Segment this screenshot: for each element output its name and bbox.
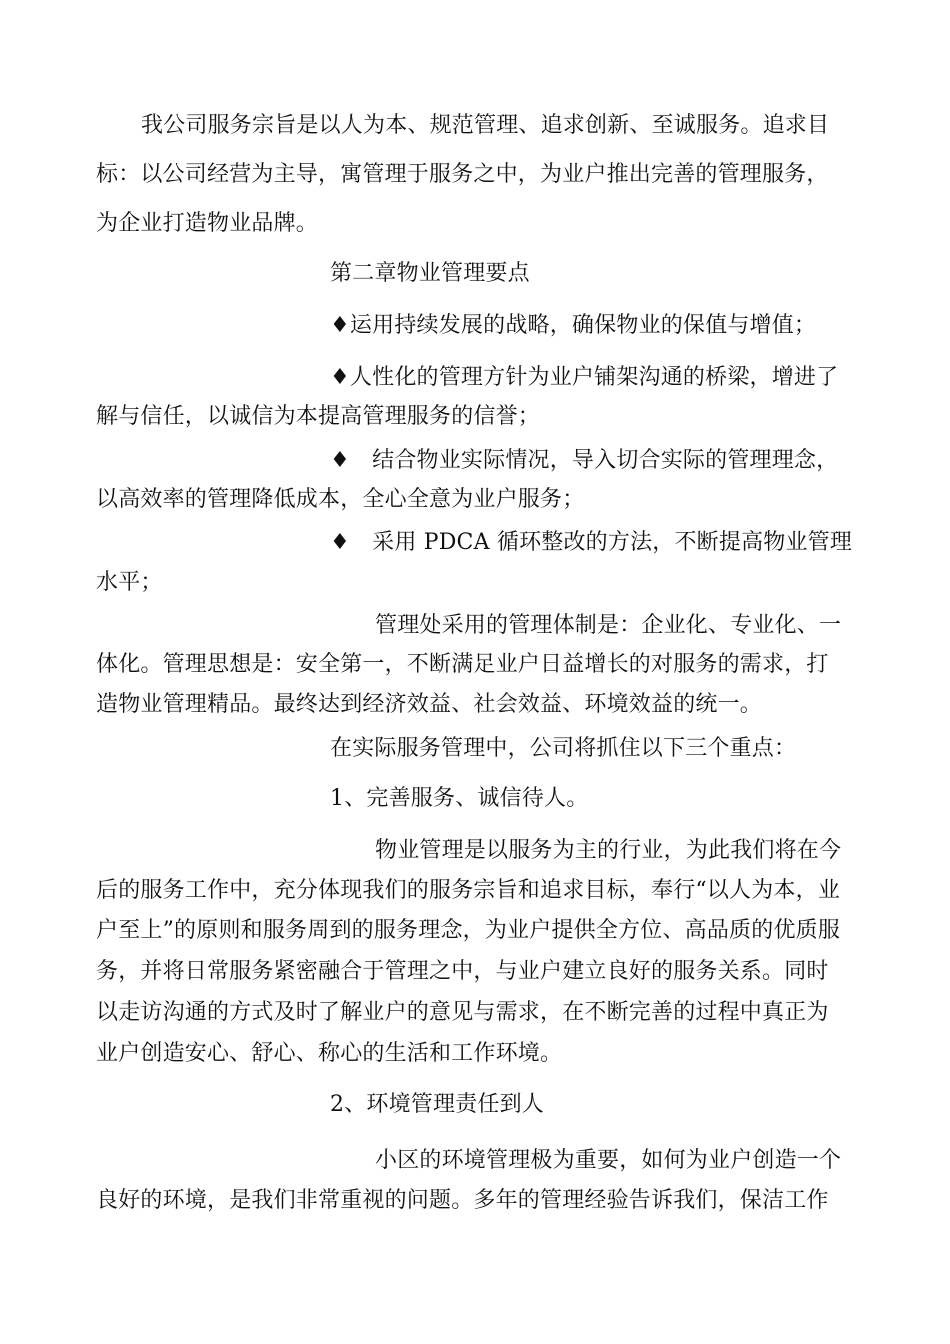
text-line: 水平； <box>96 570 163 595</box>
text-line: 后的服务工作中，充分体现我们的服务宗旨和追求目标，奉行“以人为本，业 <box>96 878 841 903</box>
text-line: 造物业管理精品。最终达到经济效益、社会效益、环境效益的统一。 <box>96 692 763 717</box>
text-line: 业户创造安心、舒心、称心的生活和工作环境。 <box>96 1041 563 1066</box>
text-line: 良好的环境，是我们非常重视的问题。多年的管理经验告诉我们，保洁工作 <box>96 1188 829 1213</box>
text-line: 务，并将日常服务紧密融合于管理之中，与业户建立良好的服务关系。同时 <box>96 959 829 984</box>
text-line: 我公司服务宗旨是以人为本、规范管理、追求创新、至诚服务。追求目 <box>141 113 830 138</box>
bullet-item: ♦运用持续发展的战略，确保物业的保值与增值； <box>330 313 817 338</box>
text-line: 小区的环境管理极为重要，如何为业户创造一个 <box>375 1148 842 1173</box>
bullet-item: ♦ 结合物业实际情况，导入切合实际的管理理念， <box>330 448 839 473</box>
section-heading: 2、环境管理责任到人 <box>330 1092 544 1117</box>
text-line: 物业管理是以服务为主的行业，为此我们将在今 <box>375 838 842 863</box>
text-line: 管理处采用的管理体制是：企业化、专业化、一 <box>375 613 842 638</box>
text-line: 以高效率的管理降低成本，全心全意为业户服务； <box>96 487 585 512</box>
section-heading: 1、完善服务、诚信待人。 <box>330 786 589 811</box>
text-line: 以走访沟通的方式及时了解业户的意见与需求，在不断完善的过程中真正为 <box>96 1000 829 1025</box>
text-line: 户至上”的原则和服务周到的服务理念，为业户提供全方位、高品质的优质服 <box>96 918 841 943</box>
text-line: 标：以公司经营为主导，寓管理于服务之中，为业户推出完善的管理服务， <box>96 162 829 187</box>
text-line: 为企业打造物业品牌。 <box>96 211 319 236</box>
chapter-heading: 第二章物业管理要点 <box>330 261 530 286</box>
text-line: 在实际服务管理中，公司将抓住以下三个重点： <box>330 736 797 761</box>
text-line: 体化。管理思想是：安全第一，不断满足业户日益增长的对服务的需求，打 <box>96 652 829 677</box>
bullet-item: ♦ 采用 PDCA 循环整改的方法，不断提高物业管理 <box>330 530 853 555</box>
text-line: 解与信任，以诚信为本提高管理服务的信誉； <box>96 404 541 429</box>
bullet-item: ♦人性化的管理方针为业户铺架沟通的桥梁，增进了 <box>330 365 839 390</box>
